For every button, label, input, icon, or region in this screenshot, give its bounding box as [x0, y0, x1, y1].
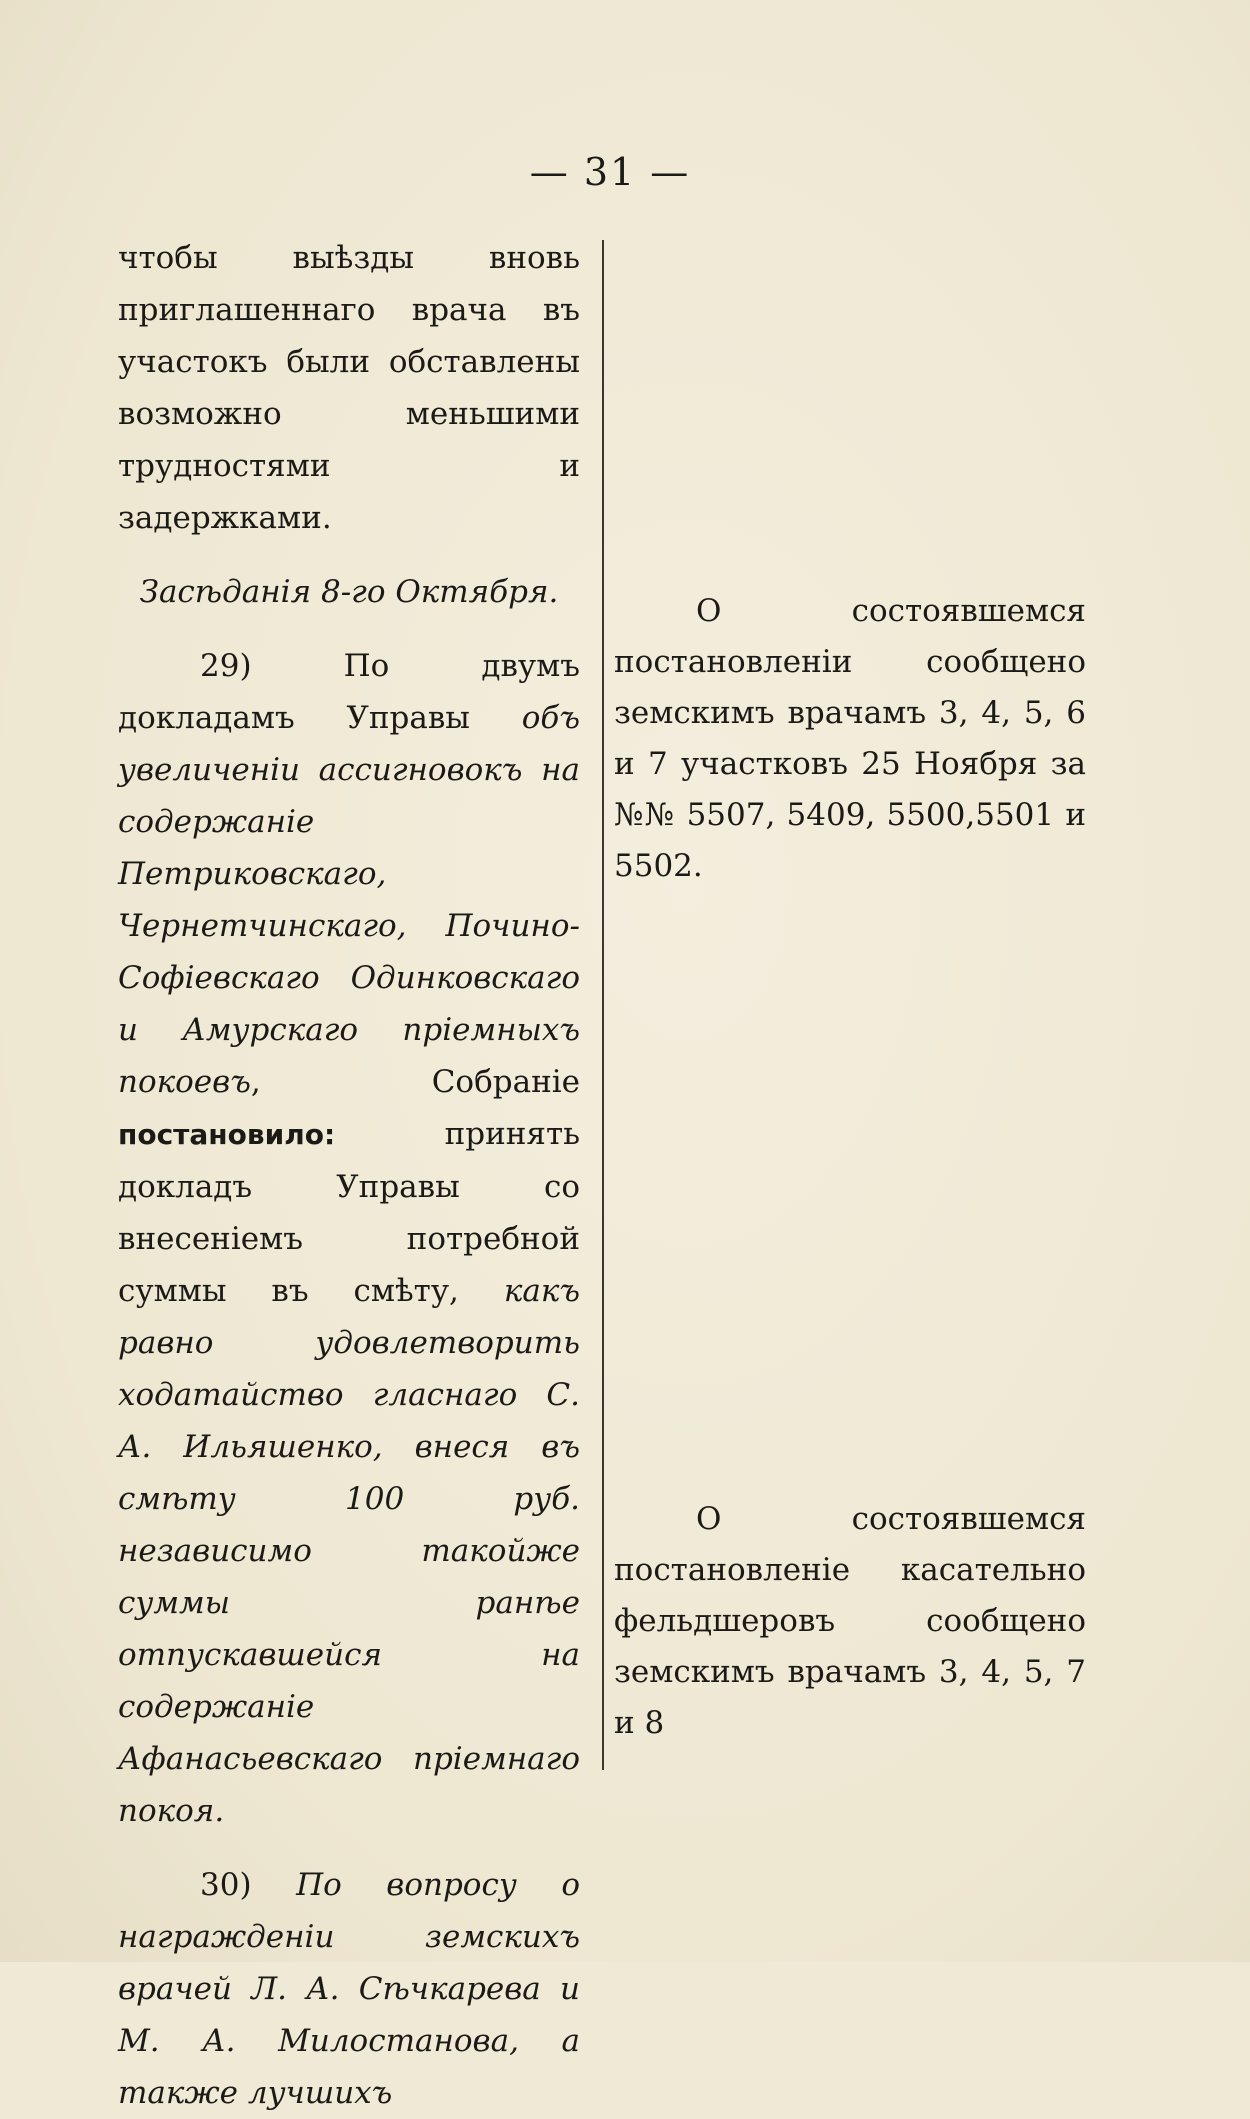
item-29-italic-1: объ увеличеніи ассигновокъ на содержаніе Петриковскаго, Чернетчинскаго, Почино-Софіевскаго Одинковскаго и Амурскаго пріемныхъ покоевъ: [118, 700, 580, 1100]
column-divider: [602, 240, 604, 1770]
item-30-italic-1: По вопросу о награжденіи земскихъ врачей Л. А. Сѣчкарева и М. А. Милостанова, а также лучшихъ: [118, 1867, 580, 2111]
item-30-number: 30): [200, 1867, 252, 1903]
intro-paragraph: чтобы выѣзды вновь приглашеннаго врача въ участокъ были обставлены возможно меньшими трудностями и задержками.: [118, 240, 580, 536]
item-29-italic-2: какъ равно удовлетворить ходатайство гласнаго С. А. Ильяшенко, внеся въ смѣту 100 руб. независимо такойже суммы ранѣе отпускавшейся на содержаніе Афанасьевскаго пріемнаго покоя.: [118, 1273, 580, 1829]
session-heading: Засѣданія 8-го Октября.: [139, 574, 559, 610]
item-29-text-1: По двумъ докладамъ Управы: [118, 648, 580, 736]
item-29-number: 29): [200, 648, 252, 684]
item-29-paragraph: [118, 640, 580, 1837]
margin-note-1-text: О состоявшемся постановленіи сообщено земскимъ врачамъ 3, 4, 5, 6 и 7 участковъ 25 Ноября за №№ 5507, 5409, 5500,5501 и 5502.: [614, 593, 1086, 884]
margin-note-2-text: О состоявшемся постановленіе касательно фельдшеровъ сообщено земскимъ врачамъ 3, 4, 5, 7 и 8: [614, 1501, 1086, 1741]
item-29-text-3: принять докладъ Управы со внесеніемъ потребной суммы въ смѣту,: [118, 1116, 580, 1309]
item-29-resolution-label: постановило:: [118, 1118, 336, 1151]
item-29-text-2: , Собраніе: [250, 1064, 580, 1100]
item-30-paragraph: [118, 1859, 580, 2119]
paragraph-gap: [118, 1837, 580, 1859]
margin-note-2: [614, 1494, 1086, 1749]
page-number: — 31 —: [529, 150, 691, 194]
left-column: [118, 232, 580, 2119]
margin-note-1: [614, 586, 1086, 892]
